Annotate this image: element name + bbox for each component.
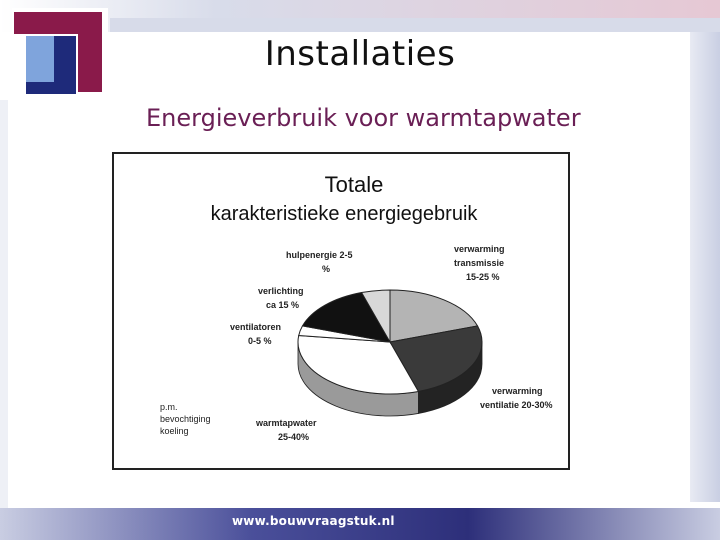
slide-subtitle: Energieverbruik voor warmtapwater (146, 104, 581, 132)
footer-url: www.bouwvraagstuk.nl (232, 514, 395, 528)
slice-label-line: transmissie (454, 258, 505, 268)
left-frame-band (0, 100, 8, 510)
slide-title: Installaties (264, 34, 456, 74)
label-verwarming-transmissie (454, 244, 505, 282)
chart-panel (112, 152, 570, 470)
slice-label-line: % (322, 264, 331, 274)
top-frame-inner (110, 18, 720, 32)
chart-title: Totale (324, 172, 384, 197)
slice-label-line: warmtapwater (256, 418, 317, 428)
pie-chart (114, 154, 568, 468)
label-hulpenergie (286, 250, 353, 274)
slice-label-line: verwarming (492, 386, 543, 396)
slice-label-line: hulpenergie 2-5 (286, 250, 353, 260)
right-frame-band (690, 32, 720, 502)
label-ventilatoren (230, 322, 281, 346)
slice-label-line: 15-25 % (466, 272, 500, 282)
note-line: bevochtiging (160, 414, 211, 424)
label-warmtapwater (255, 418, 317, 442)
pie-slices (298, 290, 482, 394)
slice-label-line: verlichting (258, 286, 304, 296)
chart-note (160, 402, 211, 436)
slice-label-line: 25-40% (278, 432, 310, 442)
slice-label-line: 0-5 % (248, 336, 272, 346)
slice-label-line: ventilatoren (230, 322, 282, 332)
slice-label-line: ventilatie 20-30% (480, 400, 553, 410)
slice-label-line: verwarming (454, 244, 505, 254)
chart-subtitle: karakteristieke energiegebruik (210, 203, 478, 225)
slice-label-line: ca 15 % (266, 300, 300, 310)
label-verwarming-ventilatie (480, 386, 553, 410)
label-verlichting (258, 286, 304, 310)
note-line: koeling (160, 426, 189, 436)
note-line: p.m. (160, 402, 178, 412)
